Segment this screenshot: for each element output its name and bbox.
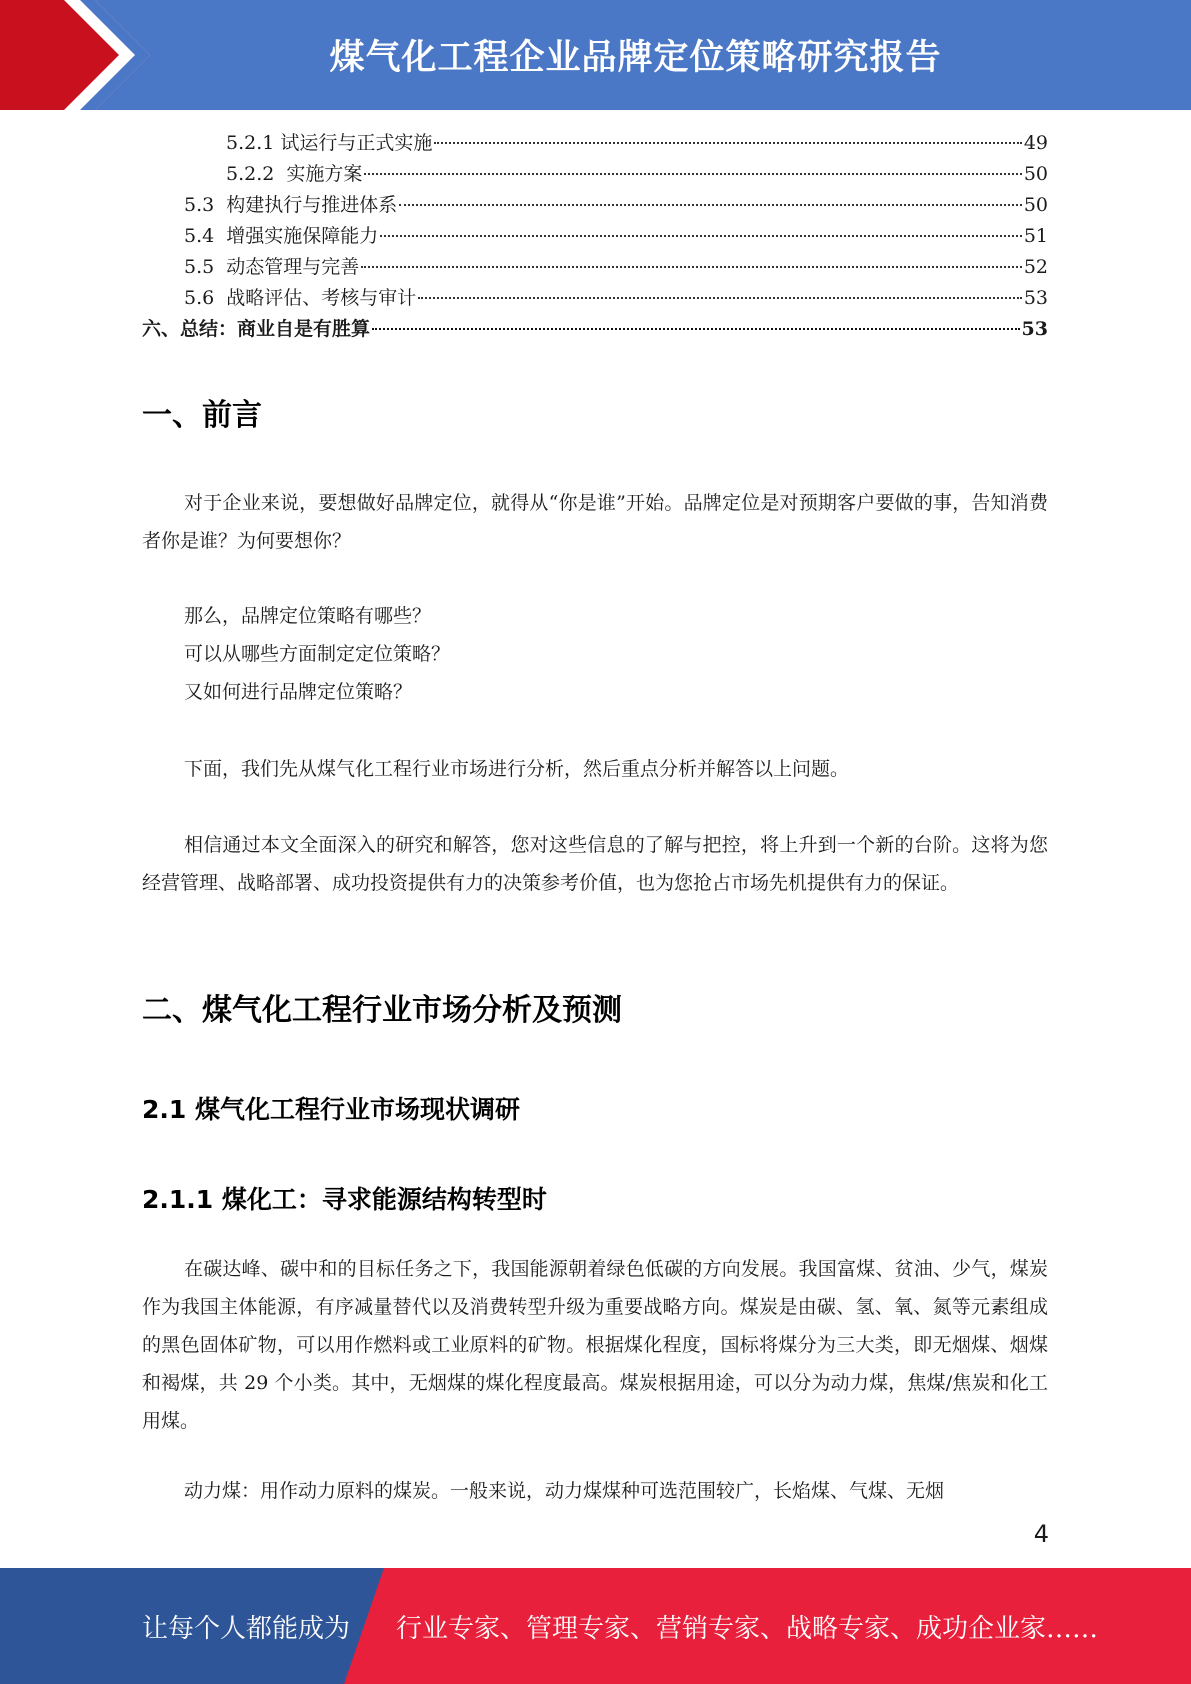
toc-entry[interactable] [142, 283, 1048, 314]
toc-leader-dots [399, 204, 1022, 206]
toc-entry-label: 5.5 动态管理与完善 [184, 256, 360, 278]
footer-slogan-left: 让每个人都能成为 [142, 1613, 351, 1644]
paragraph-overview: 下面，我们先从煤气化工程行业市场进行分析，然后重点分析并解答以上问题。 [184, 758, 850, 780]
toc-entry-label: 5.2.1 试运行与正式实施 [226, 132, 433, 154]
question-line-2: 可以从哪些方面制定定位策略？ [184, 643, 451, 665]
toc-leader-dots [372, 328, 1020, 330]
subsection-heading-2-1: 2.1 煤气化工程行业市场现状调研 [142, 1095, 520, 1124]
toc-entry[interactable] [142, 159, 1048, 190]
page-header [0, 0, 1191, 110]
toc-entry-label: 5.4 增强实施保障能力 [184, 225, 379, 247]
toc-entry[interactable] [142, 314, 1048, 345]
toc-entry-page: 49 [1023, 132, 1048, 154]
section-heading-preface: 一、前言 [142, 398, 262, 433]
paragraph-coal-overview: 在碳达峰、碳中和的目标任务之下，我国能源朝着绿色低碳的方向发展。我国富煤、贫油、少气，煤炭作为我国主体能源，有序减量替代以及消费转型升级为重要战略方向。煤炭是由碳、氢、氧、氮等元素组成的黑色固体矿物，可以用作燃料或工业原料的矿物。根据煤化程度，国标将煤分为三大类，即无烟煤、烟煤和褐煤，共 29 个小类。其中，无烟煤的煤化程度最高。煤炭根据用途，可以分为动力煤，焦煤/焦炭和化工用煤。 [142, 1258, 1048, 1432]
paragraph-intro: 对于企业来说，要想做好品牌定位，就得从“你是谁”开始。品牌定位是对预期客户要做的事，告知消费者你是谁？为何要想你？ [142, 492, 1048, 552]
toc-entry-page: 51 [1023, 225, 1048, 247]
report-title: 煤气化工程企业品牌定位策略研究报告 [329, 38, 942, 78]
toc-entry-page: 53 [1021, 318, 1048, 340]
red-arrow-decoration [0, 0, 150, 110]
section-heading-market: 二、煤气化工程行业市场分析及预测 [142, 993, 622, 1028]
footer-slogan-right: 行业专家、管理专家、营销专家、战略专家、成功企业家…… [396, 1613, 1099, 1644]
toc-entry-page: 50 [1023, 194, 1048, 216]
page-number: 4 [1033, 1520, 1049, 1548]
toc-entry[interactable] [142, 190, 1048, 221]
page-footer [0, 1568, 1191, 1684]
table-of-contents [142, 128, 1048, 345]
toc-leader-dots [434, 142, 1021, 144]
subsection-heading-2-1-1: 2.1.1 煤化工：寻求能源结构转型时 [142, 1185, 547, 1214]
toc-entry-label: 5.3 构建执行与推进体系 [184, 194, 398, 216]
toc-entry-label: 5.2.2 实施方案 [226, 163, 363, 185]
paragraph-value: 相信通过本文全面深入的研究和解答，您对这些信息的了解与把控，将上升到一个新的台阶。这将为您经营管理、战略部署、成功投资提供有力的决策参考价值，也为您抢占市场先机提供有力的保证。 [142, 834, 1048, 894]
toc-leader-dots [361, 266, 1022, 268]
toc-entry-label: 5.6 战略评估、考核与审计 [184, 287, 417, 309]
toc-entry[interactable] [142, 221, 1048, 252]
question-line-3: 又如何进行品牌定位策略？ [184, 681, 413, 703]
toc-leader-dots [380, 235, 1022, 237]
question-line-1: 那么，品牌定位策略有哪些？ [184, 605, 432, 627]
toc-entry-page: 52 [1023, 256, 1048, 278]
toc-entry[interactable] [142, 252, 1048, 283]
toc-leader-dots [418, 297, 1022, 299]
paragraph-thermal-coal: 动力煤：用作动力原料的煤炭。一般来说，动力煤煤种可选范围较广，长焰煤、气煤、无烟 [184, 1480, 945, 1502]
toc-entry-label: 六、总结：商业自是有胜算 [142, 318, 371, 340]
toc-leader-dots [364, 173, 1021, 175]
toc-entry-page: 53 [1023, 287, 1048, 309]
toc-entry[interactable] [142, 128, 1048, 159]
toc-entry-page: 50 [1023, 163, 1048, 185]
